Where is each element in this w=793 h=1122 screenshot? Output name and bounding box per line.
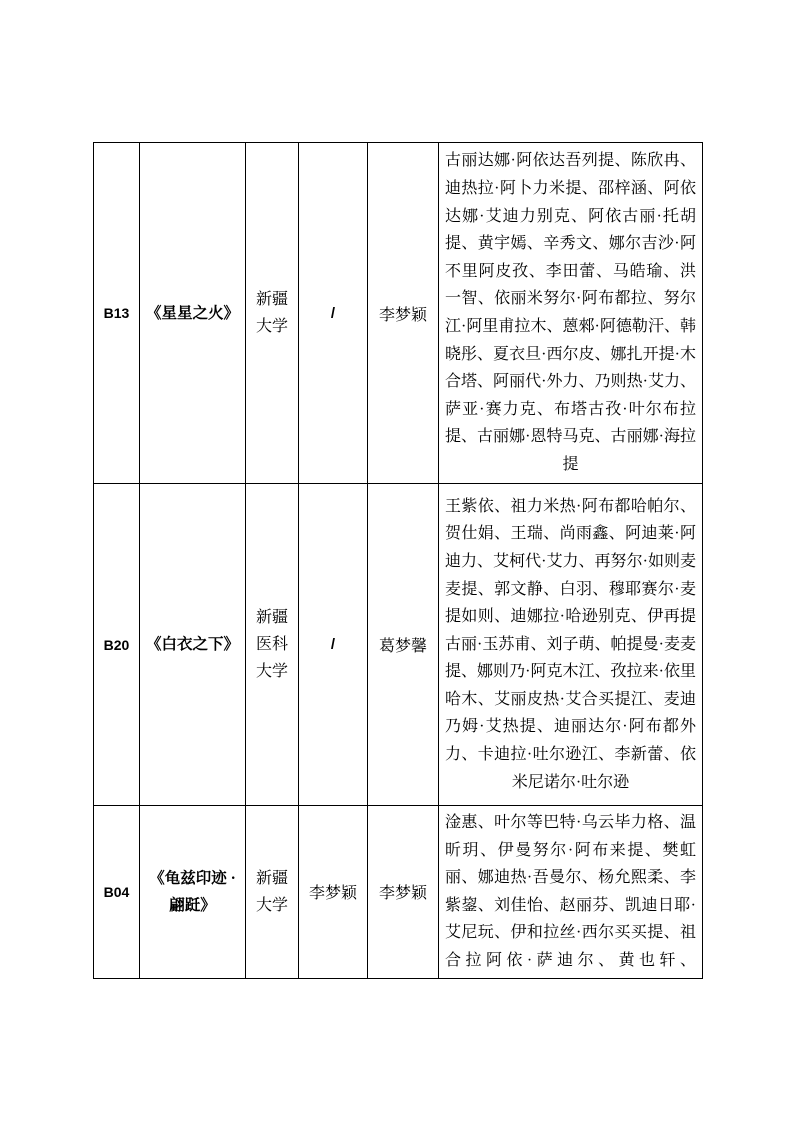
- cell-members-list: 古丽达娜·阿依达吾列提、陈欣冉、迪热拉·阿卜力米提、邵梓涵、阿依达娜·艾迪力别克、阿依古丽·托胡提、黄宇嫣、辛秀文、娜尔吉沙·阿不里阿皮孜、李田蕾、马皓瑜、洪一智、依丽米努尔·阿布都拉、努尔江·阿里甫拉木、蒽郲·阿德勒汗、韩晓彤、夏衣旦·西尔皮、娜扎开提·木合塔、阿丽代·外力、乃则热·艾力、萨亚·赛力克、布塔古孜·叶尔布拉提、古丽娜·恩特马克、古丽娜·海拉提: [439, 143, 703, 484]
- program-members-table: [93, 142, 703, 979]
- cell-school: 新疆大学: [246, 806, 299, 979]
- table-row: [94, 143, 703, 484]
- cell-col5-value: 李梦颖: [368, 806, 439, 979]
- cell-program-id: B04: [94, 806, 140, 979]
- cell-school: 新疆大学: [246, 143, 299, 484]
- cell-program-id: B20: [94, 484, 140, 806]
- cell-col5-value: 李梦颖: [368, 143, 439, 484]
- cell-col5-value: 葛梦馨: [368, 484, 439, 806]
- cell-members-list: 淦惠、叶尔等巴特·乌云毕力格、温昕玥、伊曼努尔·阿布来提、樊虹丽、娜迪热·吾曼尔、杨允熙柔、李紫鋆、刘佳怡、赵丽芬、凯迪日耶·艾尼玩、伊和拉丝·西尔买买提、祖合拉阿依·萨迪尔、黄也轩、: [439, 806, 703, 979]
- cell-program-id: B13: [94, 143, 140, 484]
- cell-school: 新疆医科大学: [246, 484, 299, 806]
- cell-col4-value: /: [299, 143, 368, 484]
- cell-program-title: 《星星之火》: [140, 143, 246, 484]
- cell-program-title: 《白衣之下》: [140, 484, 246, 806]
- cell-members-list: 王紫依、祖力米热·阿布都哈帕尔、贺仕娟、王瑞、尚雨鑫、阿迪莱·阿迪力、艾柯代·艾力、再努尔·如则麦麦提、郭文静、白羽、穆耶赛尔·麦提如则、迪娜拉·哈逊别克、伊再提古丽·玉苏甫、刘子萌、帕提曼·麦麦提、娜则乃·阿克木江、孜拉来·依里哈木、艾丽皮热·艾合买提江、麦迪乃姆·艾热提、迪丽达尔·阿布都外力、卡迪拉·吐尔逊江、李新蕾、依米尼诺尔·吐尔逊: [439, 484, 703, 806]
- cell-col4-value: 李梦颖: [299, 806, 368, 979]
- cell-program-title: 《龟兹印迹 ·翩跹》: [140, 806, 246, 979]
- table-row: [94, 806, 703, 979]
- cell-col4-value: /: [299, 484, 368, 806]
- table-row: [94, 484, 703, 806]
